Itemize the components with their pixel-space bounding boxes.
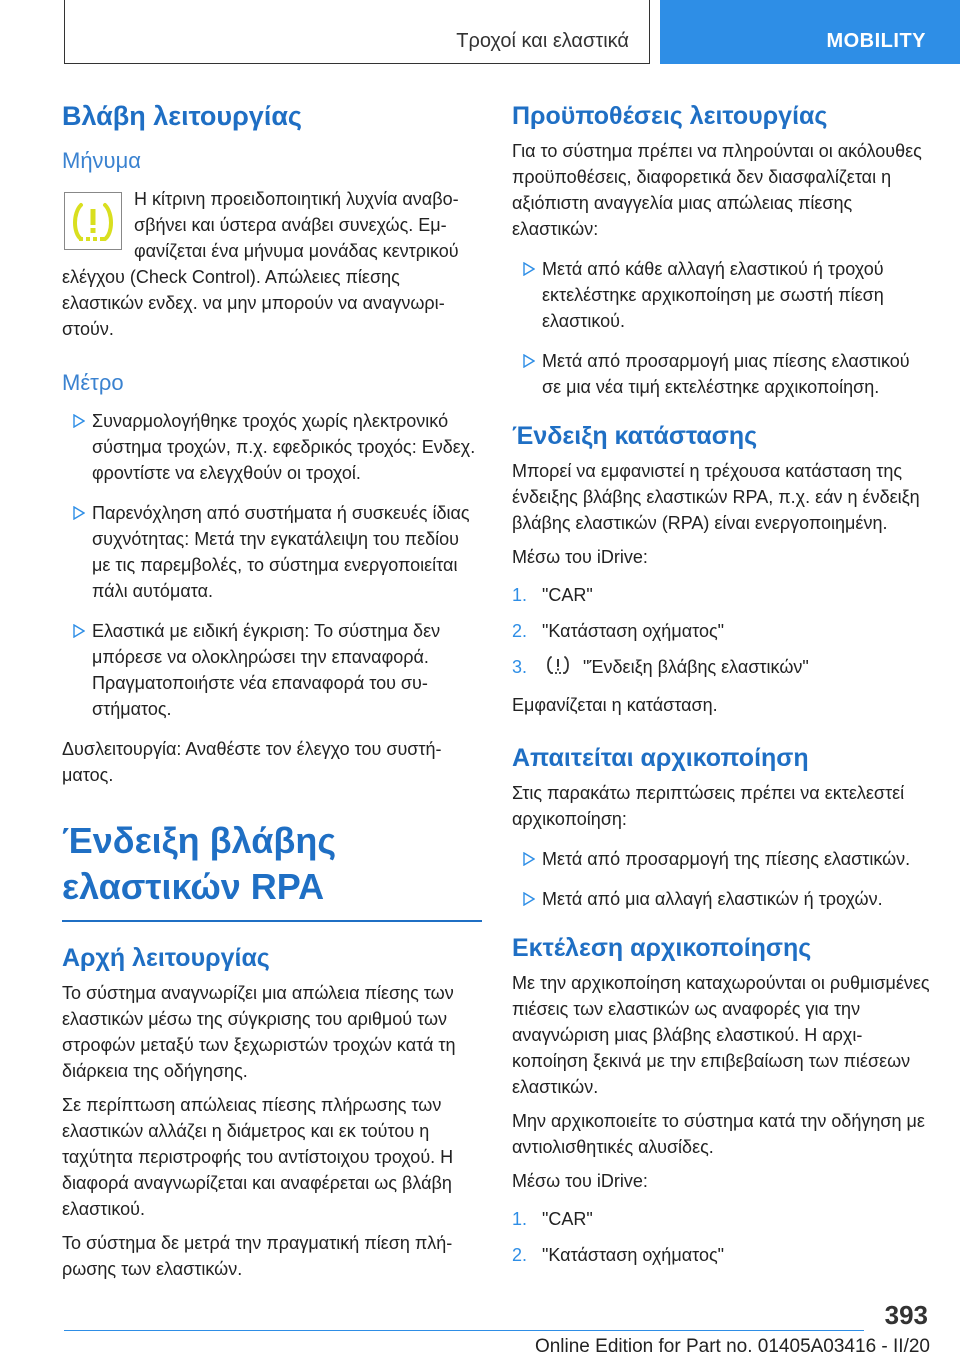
step-text: "Ένδειξη βλάβης ελαστικών" <box>583 657 809 677</box>
list-item <box>512 846 932 872</box>
heading-divider <box>62 920 482 922</box>
prereq-list <box>512 256 932 400</box>
list-item <box>512 348 932 400</box>
step-text: "CAR" <box>542 1208 593 1229</box>
footer-edition: Online Edition for Part no. 01405A03416 - II/20 <box>534 1336 930 1357</box>
section-tab <box>660 0 960 64</box>
status-via-idrive: Μέσω του iDrive: <box>512 547 648 567</box>
list-item-text: Μετά από μια αλλαγή ελαστικών ή τροχών. <box>542 888 883 909</box>
chapter-title: Τροχοί και ελαστικά <box>456 30 629 52</box>
list-item <box>62 500 482 604</box>
list-item <box>512 654 932 682</box>
step-number: 3. <box>512 657 528 677</box>
init-required-text: Στις παρακάτω περιπτώσεις πρέπει να εκτελεστεί αρχικοποίηση: <box>512 782 905 829</box>
heading-init-required: Απαιτείται αρχικοποίηση <box>512 743 809 772</box>
list-item-text: Μετά από προσαρμογή της πίεσης ελαστικών. <box>542 848 911 869</box>
step-number: 2. <box>512 621 528 641</box>
list-item-text: Μετά από κάθε αλλαγή ελαστικού ή τροχού εκτελέστηκε αρχικοποίηση με σωστή πίεση ελαστικού. <box>542 259 884 331</box>
list-item <box>512 886 932 912</box>
right-column <box>512 98 932 1278</box>
perform-p1: Με την αρχικοποίηση καταχωρούνται οι ρυθμισμένες πιέσεις των ελαστικών ως αναφορές για την αναγνώριση μιας βλάβης ελαστικού. Η αρχικοποίηση ξεκινά με την επιβεβαίωση των πιέσεων ελαστικών. <box>512 972 930 1097</box>
status-steps <box>512 582 932 682</box>
tire-warning-icon <box>546 655 570 682</box>
list-item-text: Μετά από προσαρμογή μιας πίεσης ελαστικού σε μια νέα τιμή εκτελέστηκε αρχικοποίηση. <box>542 351 910 397</box>
perform-via-idrive: Μέσω του iDrive: <box>512 1170 648 1191</box>
list-item-text: Παρενόχληση από συστήματα ή συσκευές ίδιας συχνότητας: Μετά την εγκατάλειψη του πεδίου με τις παρεμβολές, το σύστημα ενεργοποιείται πάλι αυτόματα. <box>92 503 470 601</box>
step-text: "CAR" <box>542 585 593 605</box>
footer-divider <box>64 1330 864 1331</box>
list-item <box>62 618 482 722</box>
message-block <box>62 186 482 342</box>
heading-principle: Αρχή λειτουργίας <box>62 944 270 972</box>
list-item <box>512 256 932 334</box>
perform-p2: Μην αρχικοποιείτε το σύστημα κατά την οδήγηση με αντιολισθητικές αλυσίδες. <box>512 1110 925 1157</box>
page-number: 393 <box>884 1300 928 1330</box>
principle-p1: Το σύστημα αναγνωρίζει μια απώλεια πίεσης των ελαστικών μέσω της σύγκρισης του αριθμού των στροφών μεταξύ των ξεχωριστών τροχών κατά τη διάρκεια της οδήγησης. <box>62 983 456 1081</box>
list-item <box>512 582 932 608</box>
header-title-box <box>64 0 650 64</box>
step-text: "Κατάσταση οχήματος" <box>542 621 725 641</box>
principle-p3: Το σύστημα δε μετρά την πραγματική πίεση πλήρωσης των ελαστικών. <box>62 1233 453 1279</box>
list-item <box>512 618 932 644</box>
section-label: MOBILITY <box>826 30 926 52</box>
heading-message: Μήνυμα <box>62 148 141 173</box>
prereq-text: Για το σύστημα πρέπει να πληρούνται οι ακόλουθες προϋποθέσεις, διαφορετικά δεν διασφαλίζεται η αξιόπιστη αναγγελία μιας απώλειας πίεσης ελαστικών: <box>512 141 922 239</box>
malfunction-text: Δυσλειτουργία: Αναθέστε τον έλεγχο του συστήματος. <box>62 739 442 785</box>
heading-rpa: Ένδειξη βλάβης ελαστικών RPA <box>62 820 337 907</box>
list-item <box>512 1242 932 1268</box>
status-shown-text: Εμφανίζεται η κατάσταση. <box>512 694 718 715</box>
step-number: 2. <box>512 1244 528 1265</box>
principle-p2: Σε περίπτωση απώλειας πίεσης πλήρωσης των ελαστικών αλλάζει η διάμετρος και εκ τούτου η ταχύτητα περιστροφής του αντίστοιχου τροχού. Η διαφορά αναγνωρίζεται και αναφέρεται ως βλάβη ελαστικού. <box>62 1095 454 1219</box>
measure-list <box>62 408 482 722</box>
list-item-text: Ελαστικά με ειδική έγκριση: Το σύστημα δεν μπόρεσε να ολοκληρώσει την επαναφορά. Πραγματοποιήστε νέα επαναφορά του συστήματος. <box>92 621 441 719</box>
heading-prereq: Προϋποθέσεις λειτουργίας <box>512 102 828 130</box>
step-text: "Κατάσταση οχήματος" <box>542 1244 725 1265</box>
page-header <box>0 0 960 64</box>
list-item <box>512 1206 932 1232</box>
list-item <box>62 408 482 486</box>
status-text: Μπορεί να εμφανιστεί η τρέχουσα κατάσταση της ένδειξης βλάβης ελαστικών RPA, π.χ. εάν η ένδειξη βλάβης ελαστικών (RPA) είναι ενεργοποιημένη. <box>512 461 920 533</box>
heading-perform-init: Εκτέλεση αρχικοποίησης <box>512 933 812 962</box>
heading-status: Ένδειξη κατάστασης <box>512 422 758 450</box>
heading-function: Βλάβη λειτουργίας <box>62 101 302 131</box>
tire-pressure-warning-icon <box>64 192 122 250</box>
perform-steps <box>512 1206 932 1268</box>
init-required-list <box>512 846 932 912</box>
step-number: 1. <box>512 585 528 605</box>
step-number: 1. <box>512 1208 528 1229</box>
heading-measure: Μέτρο <box>62 370 124 395</box>
left-column <box>62 98 482 1290</box>
message-text: Η κίτρινη προειδοποιητική λυχνία αναβοσβήνει και ύστερα ανάβει συνεχώς. Εμφανίζεται ένα μήνυμα μονάδας κεντρικού ελέγχου (Check Control). Απώλειες πίεσης ελαστικών ενδεχ. να μην μπορούν να αναγνωριστούν. <box>62 189 459 339</box>
list-item-text: Συναρμολογήθηκε τροχός χωρίς ηλεκτρονικό σύστημα τροχών, π.χ. εφεδρικός τροχός: Ενδεχ. φροντίστε να ελεγχθούν οι τροχοί. <box>92 411 476 483</box>
